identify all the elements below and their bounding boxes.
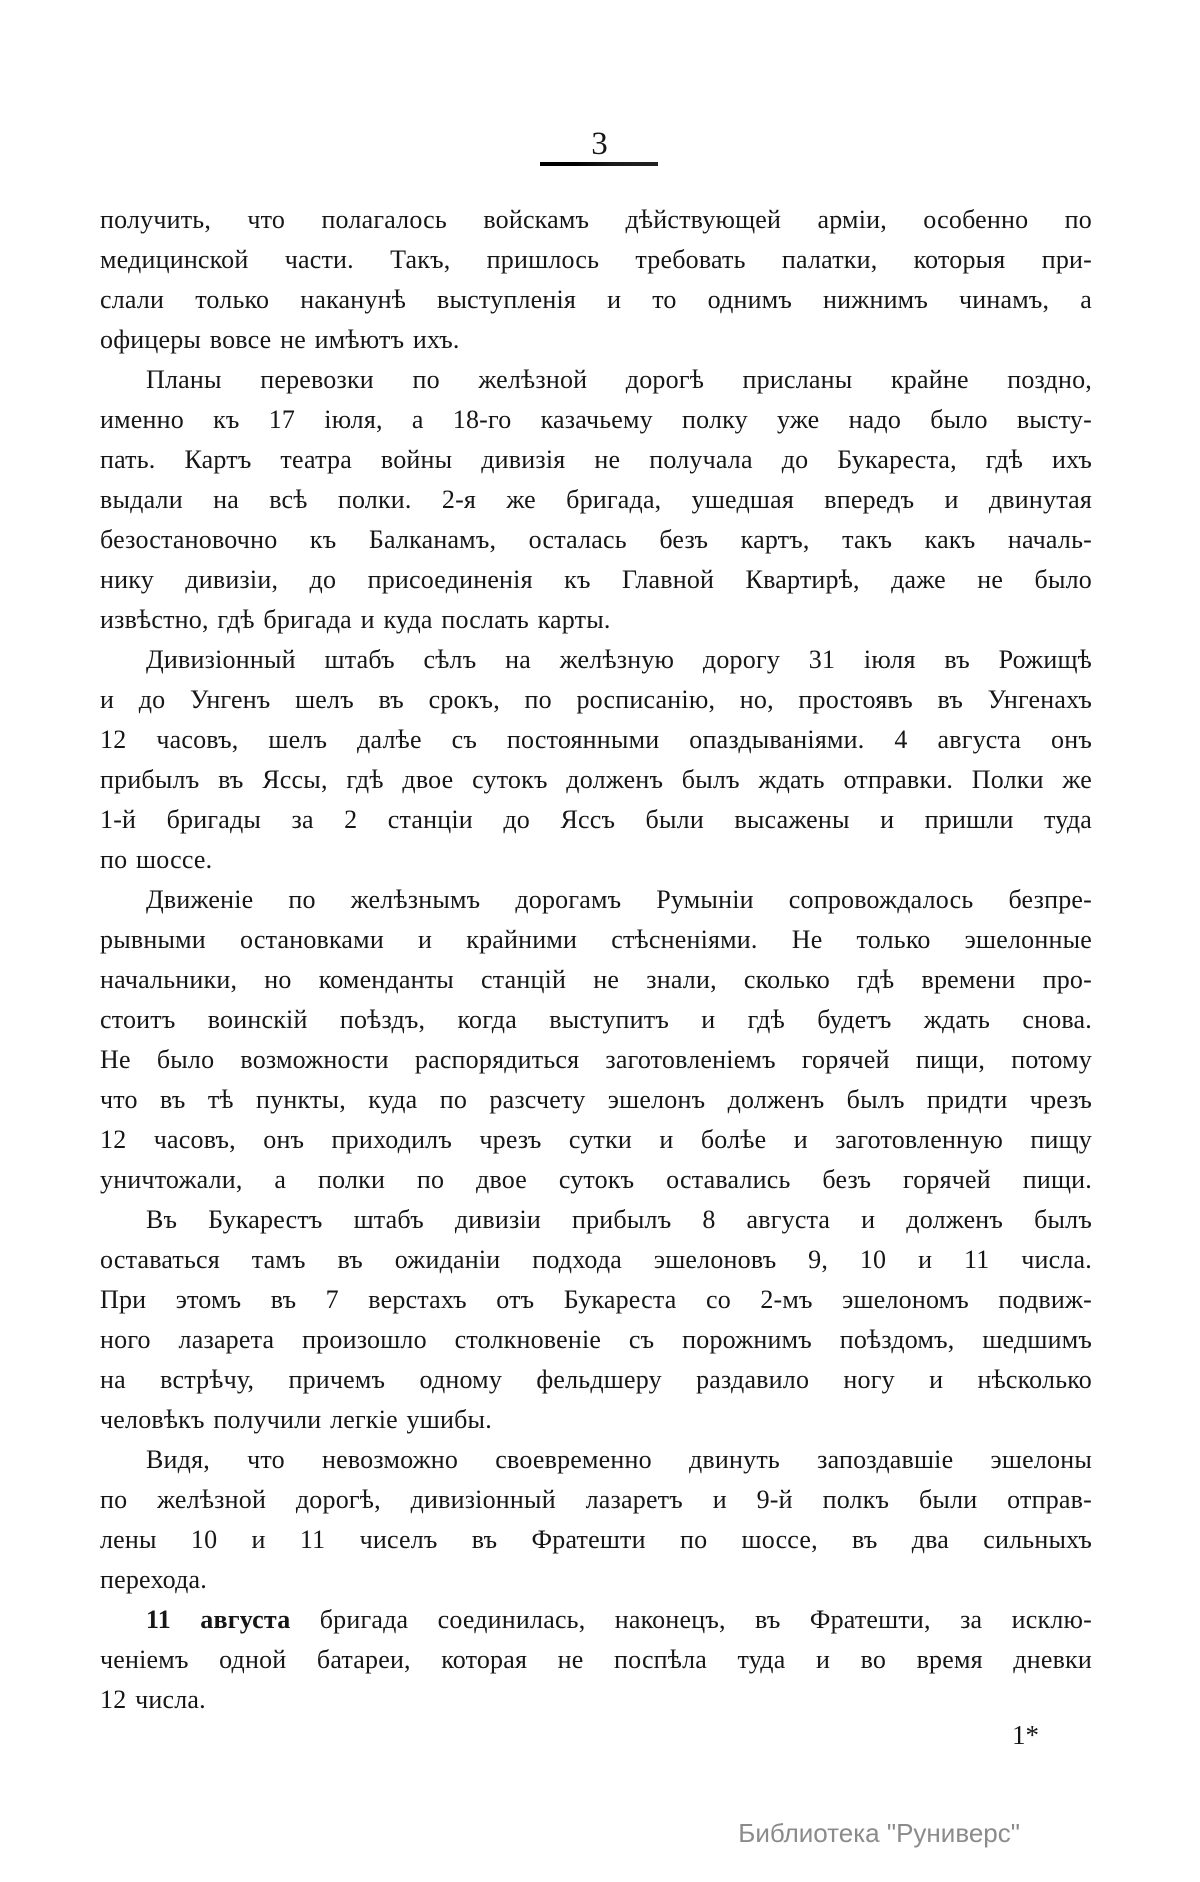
library-watermark: Библиотека "Руниверс" [738, 1818, 1020, 1848]
text-line: 12 числа. [100, 1685, 206, 1714]
text-line: прибылъ въ Яссы, гдѣ двое сутокъ долженъ былъ ждать отправки. Полки же [100, 765, 1092, 794]
page-number-rule [540, 162, 658, 166]
text-line: 12 часовъ, онъ приходилъ чрезъ сутки и болѣе и заготовленную пищу [100, 1125, 1092, 1154]
text-line: выдали на всѣ полки. 2-я же бригада, ушедшая впередъ и двинутая [100, 485, 1092, 514]
text-line: перехода. [100, 1565, 207, 1594]
text-line: Въ Букарестъ штабъ дивизіи прибылъ 8 августа и долженъ былъ [146, 1205, 1092, 1234]
text-line: При этомъ въ 7 верстахъ отъ Букареста со 2-мъ эшелономъ подвиж- [100, 1285, 1092, 1314]
text-line: по желѣзной дорогѣ, дивизіонный лазаретъ и 9-й полкъ были отправ- [100, 1485, 1092, 1514]
text-line-rest: бригада соединилась, наконецъ, въ Фратешти, за исклю- [290, 1605, 1092, 1634]
text-line: и до Унгенъ шелъ въ срокъ, по росписанію, но, простоявъ въ Унгенахъ [100, 685, 1092, 714]
text-line: рывными остановками и крайними стѣсненіями. Не только эшелонные [100, 925, 1092, 954]
text-line: Движеніе по желѣзнымъ дорогамъ Румыніи сопровождалось безпре- [146, 885, 1092, 914]
text-line: извѣстно, гдѣ бригада и куда послать карты. [100, 605, 611, 634]
signature-mark: 1* [1012, 1720, 1039, 1750]
text-line: стоитъ воинскій поѣздъ, когда выступитъ и гдѣ будетъ ждать снова. [100, 1005, 1092, 1034]
text-line: лены 10 и 11 чиселъ въ Фратешти по шоссе, въ два сильныхъ [100, 1525, 1092, 1554]
text-line: Видя, что невозможно своевременно двинуть запоздавшіе эшелоны [146, 1445, 1092, 1474]
text-line: офицеры вовсе не имѣютъ ихъ. [100, 325, 460, 354]
text-line: 12 часовъ, шелъ далѣе съ постоянными опаздываніями. 4 августа онъ [100, 725, 1092, 754]
page-number: 3 [591, 126, 609, 162]
text-line: Дивизіонный штабъ сѣлъ на желѣзную дорогу 31 іюля въ Рожищѣ [146, 645, 1092, 674]
text-line: нику дивизіи, до присоединенія къ Главной Квартирѣ, даже не было [100, 565, 1092, 594]
text-line: ченіемъ одной батареи, которая не поспѣла туда и во время дневки [100, 1645, 1092, 1674]
text-line: уничтожали, а полки по двое сутокъ оставались безъ горячей пищи. [100, 1165, 1092, 1194]
text-line: Не было возможности распорядиться заготовленіемъ горячей пищи, потому [100, 1045, 1092, 1074]
text-line: медицинской части. Такъ, пришлось требовать палатки, которыя при- [100, 245, 1092, 274]
text-line: ного лазарета произошло столкновеніе съ порожнимъ поѣздомъ, шедшимъ [100, 1325, 1092, 1354]
body-text [100, 200, 1092, 1720]
text-line: получить, что полагалось войскамъ дѣйствующей арміи, особенно по [100, 205, 1092, 234]
text-line: 1-й бригады за 2 станціи до Яссъ были высажены и пришли туда [100, 805, 1092, 834]
text-line: Планы перевозки по желѣзной дорогѣ присланы крайне поздно, [146, 365, 1092, 394]
text-line: по шоссе. [100, 845, 213, 874]
text-line: пать. Картъ театра войны дивизія не получала до Букареста, гдѣ ихъ [100, 445, 1092, 474]
text-line: человѣкъ получили легкіе ушибы. [100, 1405, 492, 1434]
text-line: что въ тѣ пункты, куда по разсчету эшелонъ долженъ былъ придти чрезъ [100, 1085, 1092, 1114]
date-emphasis: 11 августа [146, 1605, 291, 1634]
text-line: слали только наканунѣ выступленія и то однимъ нижнимъ чинамъ, а [100, 285, 1092, 314]
text-line: оставаться тамъ въ ожиданіи подхода эшелоновъ 9, 10 и 11 числа. [100, 1245, 1092, 1274]
text-line [100, 1600, 1092, 1640]
text-line: на встрѣчу, причемъ одному фельдшеру раздавило ногу и нѣсколько [100, 1365, 1092, 1394]
text-line: безостановочно къ Балканамъ, осталась безъ картъ, такъ какъ началь- [100, 525, 1092, 554]
text-line: именно къ 17 іюля, а 18-го казачьему полку уже надо было высту- [100, 405, 1092, 434]
text-line: начальники, но коменданты станцій не знали, сколько гдѣ времени про- [100, 965, 1092, 994]
